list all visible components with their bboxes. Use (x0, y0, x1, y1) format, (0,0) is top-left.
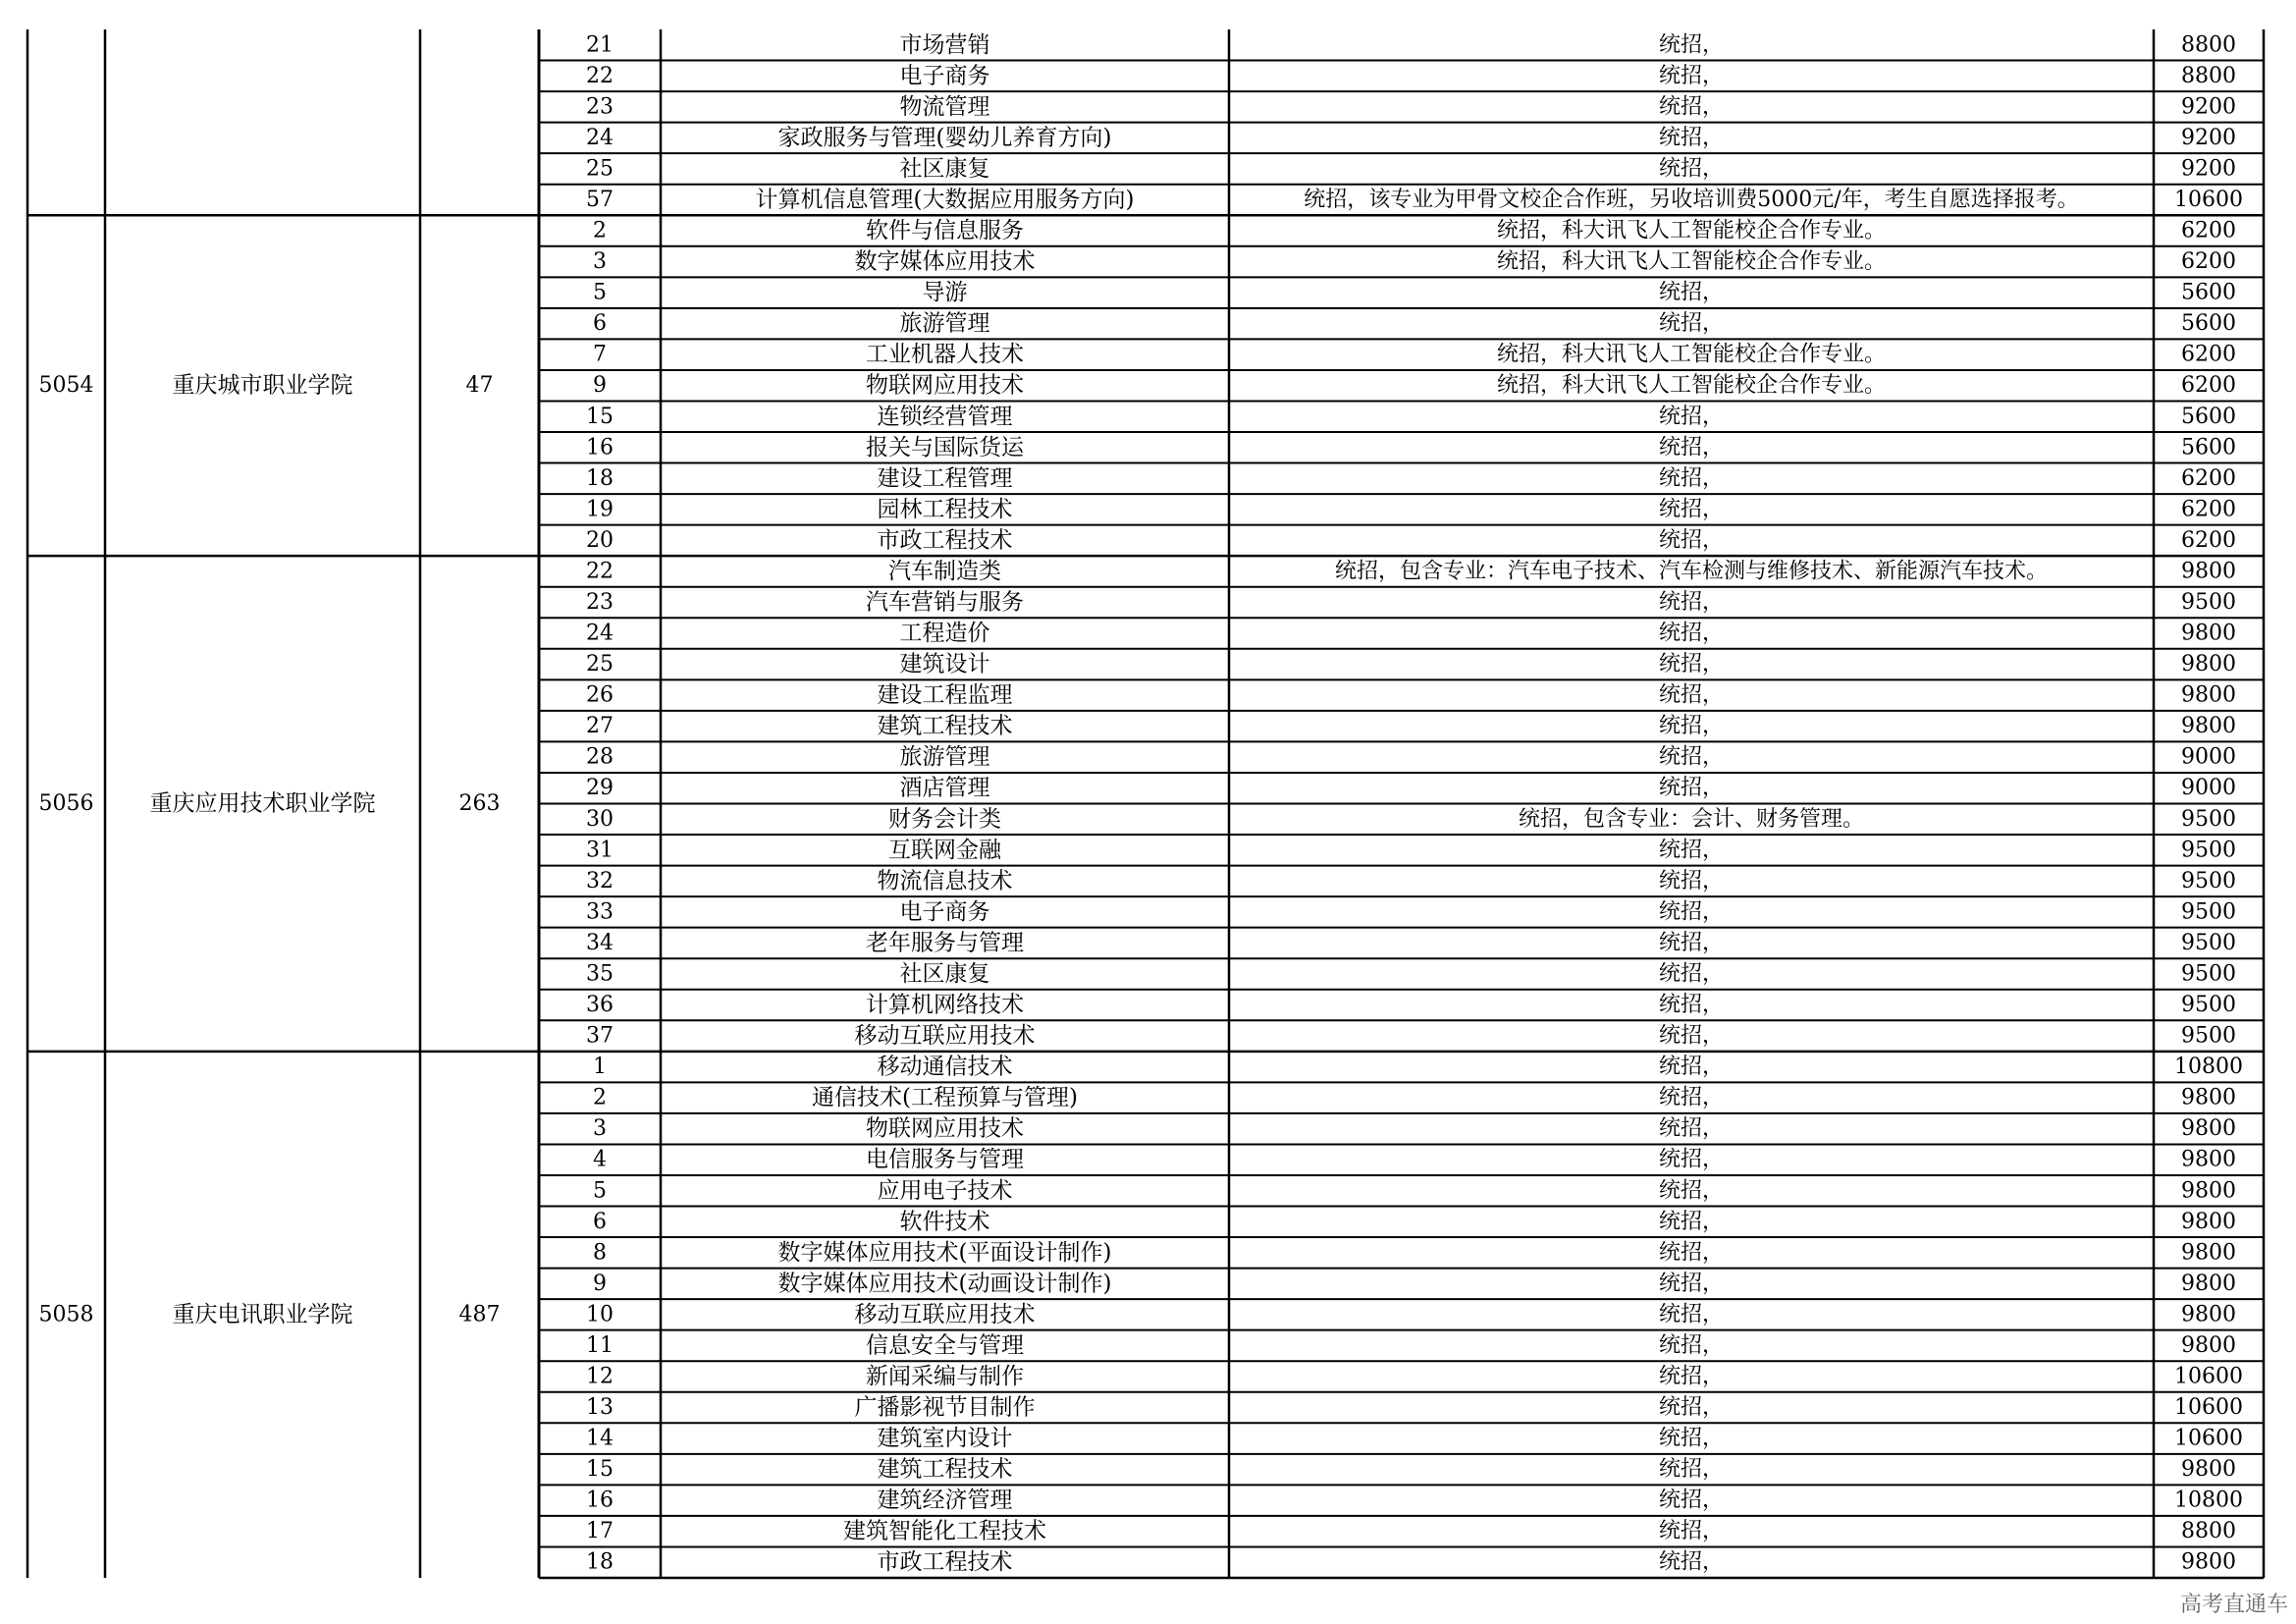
major-name-cell: 建筑室内设计 (877, 1426, 1013, 1452)
major-code-cell: 23 (586, 94, 614, 120)
major-code-cell: 22 (586, 63, 614, 88)
major-name-cell: 家政服务与管理(婴幼儿养育方向) (777, 125, 1112, 151)
remark-cell: 统招，该专业为甲骨文校企合作班，另收培训费5000元/年，考生自愿选择报考。 (1304, 187, 2079, 212)
major-code-cell: 23 (586, 589, 614, 615)
remark-cell: 统招，包含专业：汽车电子技术、汽车检测与维修技术、新能源汽车技术。 (1334, 559, 2049, 584)
major-code-cell: 22 (586, 559, 614, 584)
major-code-cell: 15 (586, 1457, 614, 1483)
tuition-cell: 9000 (2181, 744, 2236, 770)
major-code-cell: 19 (586, 497, 614, 522)
major-code-cell: 24 (586, 125, 614, 150)
major-code-cell: 34 (586, 930, 614, 955)
remark-cell: 统招， (1658, 589, 1725, 615)
major-code-cell: 20 (586, 527, 614, 553)
major-code-cell: 14 (586, 1426, 614, 1451)
major-name-cell: 应用电子技术 (877, 1177, 1013, 1204)
major-code-cell: 36 (586, 993, 614, 1018)
major-name-cell: 工程造价 (899, 621, 990, 647)
tuition-cell: 9200 (2181, 94, 2236, 120)
tuition-cell: 9800 (2181, 1085, 2236, 1110)
major-name-cell: 老年服务与管理 (866, 930, 1024, 956)
remark-cell: 统招， (1658, 1549, 1725, 1575)
major-code-cell: 26 (586, 682, 614, 708)
watermark: 高考直通车 (2179, 1593, 2288, 1617)
tuition-cell: 9800 (2181, 1271, 2236, 1296)
tuition-cell: 5600 (2181, 435, 2236, 460)
major-code-cell: 9 (593, 1271, 607, 1296)
remark-cell: 统招， (1658, 1302, 1725, 1327)
tuition-cell: 9800 (2181, 559, 2236, 584)
major-name-cell: 建设工程管理 (877, 465, 1013, 492)
tuition-cell: 6200 (2181, 527, 2236, 553)
major-code-cell: 10 (586, 1302, 614, 1327)
major-code-cell: 31 (586, 838, 614, 863)
remark-cell: 统招， (1658, 621, 1725, 646)
major-name-cell: 数字媒体应用技术(动画设计制作) (777, 1271, 1112, 1297)
remark-cell: 统招， (1658, 899, 1725, 925)
remark-cell: 统招， (1658, 311, 1725, 337)
major-name-cell: 财务会计类 (888, 806, 1001, 833)
tuition-cell: 9800 (2181, 1302, 2236, 1327)
plan-count-cell: 263 (458, 791, 501, 816)
remark-cell: 统招， (1658, 280, 1725, 305)
major-code-cell: 2 (593, 218, 607, 244)
major-code-cell: 15 (586, 404, 614, 429)
major-name-cell: 电信服务与管理 (866, 1147, 1024, 1173)
remark-cell: 统招， (1658, 1332, 1725, 1358)
major-code-cell: 3 (593, 1116, 607, 1142)
tuition-cell: 9500 (2181, 961, 2236, 987)
remark-cell: 统招， (1658, 1395, 1725, 1421)
tuition-cell: 9500 (2181, 993, 2236, 1018)
plan-count-cell: 47 (465, 373, 494, 399)
tuition-cell: 9800 (2181, 621, 2236, 646)
major-code-cell: 25 (586, 652, 614, 677)
remark-cell: 统招， (1658, 1055, 1725, 1080)
remark-cell: 统招， (1658, 465, 1725, 491)
tuition-cell: 9800 (2181, 682, 2236, 708)
tuition-cell: 8800 (2181, 32, 2236, 58)
major-code-cell: 18 (586, 1549, 614, 1575)
major-name-cell: 互联网金融 (888, 837, 1001, 863)
remark-cell: 统招， (1658, 63, 1725, 88)
tuition-cell: 9500 (2181, 589, 2236, 615)
remark-cell: 统招， (1658, 1426, 1725, 1451)
major-code-cell: 32 (586, 868, 614, 893)
tuition-cell: 9200 (2181, 125, 2236, 150)
remark-cell: 统招， (1658, 125, 1725, 150)
major-name-cell: 市场营销 (899, 31, 990, 58)
tuition-cell: 9500 (2181, 806, 2236, 832)
plan-count-cell: 487 (458, 1302, 501, 1327)
remark-cell: 统招， (1658, 1457, 1725, 1483)
major-name-cell: 社区康复 (899, 155, 990, 182)
tuition-cell: 9500 (2181, 899, 2236, 925)
remark-cell: 统招， (1658, 1488, 1725, 1513)
major-code-cell: 24 (586, 621, 614, 646)
major-name-cell: 汽车制造类 (888, 558, 1001, 584)
major-code-cell: 33 (586, 899, 614, 925)
tuition-cell: 6200 (2181, 373, 2236, 399)
tuition-cell: 9800 (2181, 714, 2236, 739)
major-name-cell: 社区康复 (899, 960, 990, 987)
major-name-cell: 通信技术(工程预算与管理) (812, 1085, 1078, 1111)
major-code-cell: 29 (586, 776, 614, 801)
remark-cell: 统招， (1658, 1116, 1725, 1142)
major-code-cell: 9 (593, 373, 607, 399)
major-code-cell: 35 (586, 961, 614, 987)
remark-cell: 统招， (1658, 1364, 1725, 1389)
tuition-cell: 9800 (2181, 1240, 2236, 1266)
remark-cell: 统招， (1658, 156, 1725, 182)
remark-cell: 统招， (1658, 776, 1725, 801)
major-name-cell: 汽车营销与服务 (866, 589, 1024, 616)
major-name-cell: 电子商务 (899, 63, 990, 89)
remark-cell: 统招，包含专业：会计、财务管理。 (1518, 806, 1865, 832)
major-code-cell: 21 (586, 32, 614, 58)
tuition-cell: 9500 (2181, 1023, 2236, 1049)
remark-cell: 统招， (1658, 1519, 1725, 1544)
remark-cell: 统招， (1658, 1085, 1725, 1110)
remark-cell: 统招， (1658, 961, 1725, 987)
major-name-cell: 移动通信技术 (877, 1054, 1013, 1080)
major-name-cell: 建设工程监理 (877, 682, 1013, 709)
remark-cell: 统招，科大讯飞人工智能校企合作专业。 (1496, 342, 1887, 367)
major-name-cell: 软件技术 (899, 1209, 990, 1235)
major-code-cell: 30 (586, 806, 614, 832)
major-code-cell: 5 (593, 280, 607, 305)
major-code-cell: 27 (586, 714, 614, 739)
tuition-cell: 10600 (2174, 1395, 2243, 1421)
major-code-cell: 12 (586, 1364, 614, 1389)
major-name-cell: 数字媒体应用技术(平面设计制作) (777, 1239, 1112, 1266)
major-name-cell: 建筑智能化工程技术 (843, 1518, 1046, 1544)
school-name-cell: 重庆电讯职业学院 (172, 1301, 353, 1327)
remark-cell: 统招， (1658, 993, 1725, 1018)
major-name-cell: 移动互联应用技术 (854, 1301, 1036, 1327)
tuition-cell: 10600 (2174, 1426, 2243, 1451)
tuition-cell: 9800 (2181, 1147, 2236, 1172)
tuition-cell: 9800 (2181, 1209, 2236, 1234)
major-code-cell: 8 (593, 1240, 607, 1266)
tuition-cell: 10800 (2174, 1488, 2243, 1513)
major-code-cell: 5 (593, 1178, 607, 1204)
tuition-cell: 8800 (2181, 63, 2236, 88)
major-code-cell: 4 (593, 1147, 607, 1172)
major-code-cell: 13 (586, 1395, 614, 1421)
major-name-cell: 计算机网络技术 (866, 992, 1024, 1018)
major-name-cell: 建筑经济管理 (877, 1488, 1013, 1514)
tuition-cell: 6200 (2181, 218, 2236, 244)
major-name-cell: 物流信息技术 (877, 868, 1013, 894)
remark-cell: 统招， (1658, 497, 1725, 522)
major-code-cell: 37 (586, 1023, 614, 1049)
remark-cell: 统招， (1658, 838, 1725, 863)
major-name-cell: 市政工程技术 (877, 1549, 1013, 1576)
major-name-cell: 电子商务 (899, 898, 990, 925)
tuition-cell: 9500 (2181, 838, 2236, 863)
tuition-cell: 9800 (2181, 1457, 2236, 1483)
major-name-cell: 计算机信息管理(大数据应用服务方向) (755, 187, 1135, 213)
remark-cell: 统招， (1658, 652, 1725, 677)
major-code-cell: 18 (586, 465, 614, 491)
major-code-cell: 7 (593, 342, 607, 367)
tuition-cell: 9200 (2181, 156, 2236, 182)
remark-cell: 统招， (1658, 435, 1725, 460)
major-name-cell: 旅游管理 (899, 744, 990, 771)
tuition-cell: 5600 (2181, 404, 2236, 429)
remark-cell: 统招， (1658, 1178, 1725, 1204)
major-code-cell: 6 (593, 1209, 607, 1234)
major-name-cell: 报关与国际货运 (866, 434, 1024, 460)
remark-cell: 统招， (1658, 930, 1725, 955)
remark-cell: 统招， (1658, 32, 1725, 58)
tuition-cell: 9800 (2181, 1178, 2236, 1204)
remark-cell: 统招， (1658, 714, 1725, 739)
major-code-cell: 57 (586, 187, 614, 212)
tuition-cell: 6200 (2181, 249, 2236, 275)
tuition-cell: 6200 (2181, 342, 2236, 367)
school-code-cell: 5058 (38, 1302, 94, 1327)
remark-cell: 统招， (1658, 94, 1725, 120)
major-code-cell: 3 (593, 249, 607, 275)
school-code-cell: 5056 (38, 791, 94, 816)
tuition-cell: 8800 (2181, 1519, 2236, 1544)
tuition-cell: 6200 (2181, 497, 2236, 522)
major-name-cell: 新闻采编与制作 (866, 1363, 1024, 1389)
major-name-cell: 连锁经营管理 (877, 404, 1013, 430)
major-code-cell: 2 (593, 1085, 607, 1110)
major-code-cell: 16 (586, 1488, 614, 1513)
remark-cell: 统招， (1658, 868, 1725, 893)
tuition-cell: 9800 (2181, 1116, 2236, 1142)
major-code-cell: 17 (586, 1519, 614, 1544)
remark-cell: 统招， (1658, 744, 1725, 770)
major-name-cell: 移动互联应用技术 (854, 1023, 1036, 1050)
remark-cell: 统招，科大讯飞人工智能校企合作专业。 (1496, 249, 1887, 275)
remark-cell: 统招， (1658, 1209, 1725, 1234)
remark-cell: 统招， (1658, 1240, 1725, 1266)
remark-cell: 统招， (1658, 1147, 1725, 1172)
school-code-cell: 5054 (38, 373, 94, 399)
major-code-cell: 16 (586, 435, 614, 460)
major-name-cell: 旅游管理 (899, 310, 990, 337)
tuition-cell: 5600 (2181, 311, 2236, 337)
tuition-cell: 9000 (2181, 776, 2236, 801)
remark-cell: 统招，科大讯飞人工智能校企合作专业。 (1496, 218, 1887, 244)
remark-cell: 统招， (1658, 527, 1725, 553)
school-name-cell: 重庆城市职业学院 (172, 372, 353, 399)
major-code-cell: 25 (586, 156, 614, 182)
major-code-cell: 28 (586, 744, 614, 770)
remark-cell: 统招， (1658, 1023, 1725, 1049)
tuition-cell: 10600 (2174, 1364, 2243, 1389)
tuition-cell: 5600 (2181, 280, 2236, 305)
major-name-cell: 建筑工程技术 (877, 1456, 1013, 1483)
tuition-cell: 9800 (2181, 652, 2236, 677)
tuition-cell: 9500 (2181, 868, 2236, 893)
major-name-cell: 数字媒体应用技术 (854, 248, 1036, 275)
major-name-cell: 建筑设计 (899, 651, 990, 677)
major-name-cell: 物流管理 (899, 93, 990, 120)
major-name-cell: 园林工程技术 (877, 496, 1013, 522)
tuition-cell: 10800 (2174, 1055, 2243, 1080)
tuition-cell: 9500 (2181, 930, 2236, 955)
major-name-cell: 广播影视节目制作 (854, 1394, 1036, 1421)
major-name-cell: 市政工程技术 (877, 527, 1013, 554)
school-name-cell: 重庆应用技术职业学院 (149, 790, 376, 817)
major-code-cell: 6 (593, 311, 607, 337)
major-code-cell: 11 (586, 1332, 614, 1358)
major-name-cell: 软件与信息服务 (866, 218, 1024, 244)
major-name-cell: 导游 (922, 280, 968, 306)
major-name-cell: 工业机器人技术 (866, 342, 1024, 368)
major-name-cell: 物联网应用技术 (866, 1115, 1024, 1142)
tuition-cell: 10600 (2174, 187, 2243, 212)
remark-cell: 统招， (1658, 682, 1725, 708)
major-name-cell: 信息安全与管理 (866, 1332, 1024, 1359)
major-name-cell: 物联网应用技术 (866, 372, 1024, 399)
tuition-cell: 9800 (2181, 1332, 2236, 1358)
tuition-cell: 6200 (2181, 465, 2236, 491)
remark-cell: 统招，科大讯飞人工智能校企合作专业。 (1496, 373, 1887, 399)
major-code-cell: 1 (593, 1055, 607, 1080)
remark-cell: 统招， (1658, 404, 1725, 429)
tuition-cell: 9800 (2181, 1549, 2236, 1575)
major-name-cell: 建筑工程技术 (877, 713, 1013, 739)
major-name-cell: 酒店管理 (899, 775, 990, 801)
remark-cell: 统招， (1658, 1271, 1725, 1296)
